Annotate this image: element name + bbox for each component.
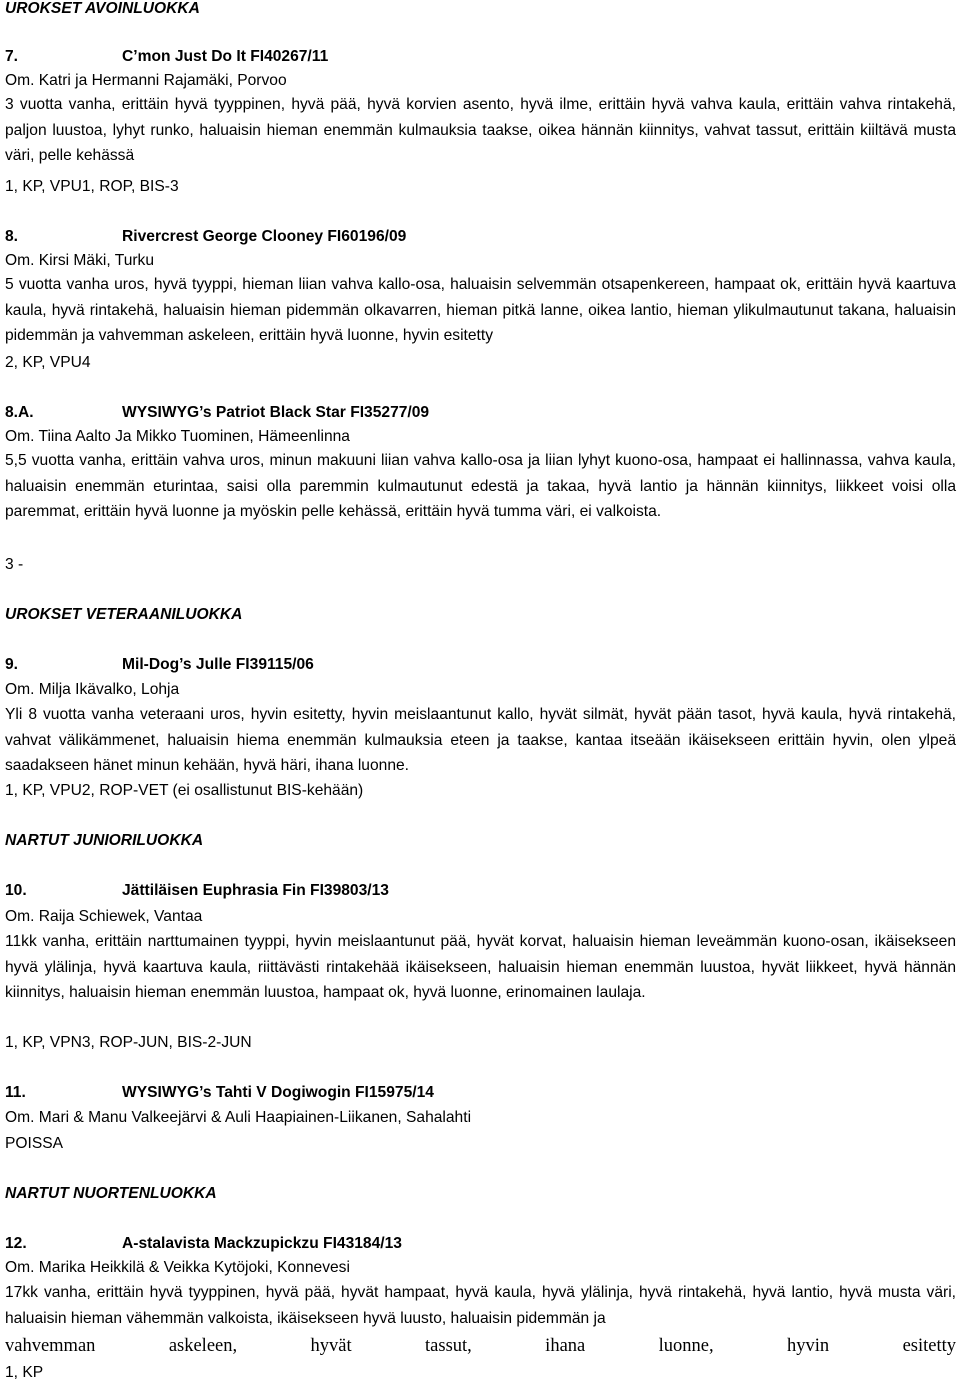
entry-result: POISSA (5, 1135, 64, 1152)
entry-critique: 5 vuotta vanha uros, hyvä tyyppi, hieman liian vahva kallo-osa, haluaisin selvemmän otsapenkereen, hampaat ok, erittäin hyvä kaartuva kaula, hyvä rintakehä, haluaisin hieman pidemmän olkavarren, hieman pitkä lanne, oikea lantio, hieman ylikulmautunut takana, haluaisin pidemmän ja vahvemman askeleen, erittäin hyvä luonne, hyvin esitetty (5, 276, 956, 344)
entry-name: Rivercrest George Clooney FI60196/09 (122, 228, 407, 245)
entry-heading (5, 882, 389, 900)
entry-heading (5, 48, 329, 66)
entry-result: 3 - (5, 556, 24, 573)
entry-owner: Om. Kirsi Mäki, Turku (5, 252, 155, 269)
entry-number: 11. (5, 1084, 26, 1101)
entry-name: Mil-Dog’s Julle FI39115/06 (122, 656, 314, 673)
entry-critique: 5,5 vuotta vanha, erittäin vahva uros, minun makuuni liian vahva kallo-osa ja liian lyhyt kuono-osa, hampaat ei hallinnassa, vahva kaula, haluaisin enemmän eturintaa, saisi olla paremmin kulmautunut edestä ja takaa, hyvä lantio ja hännän kiinnitys, liikkeet voisi olla paremmat, erittäin hyvä luonne ja myöskin pelle kehässä, erittäin hyvä tumma väri, ei valkoista. (5, 452, 956, 520)
entry-owner: Om. Tiina Aalto Ja Mikko Tuominen, Hämeenlinna (5, 428, 350, 445)
entry-heading (5, 1235, 402, 1253)
entry-number: 9. (5, 656, 19, 673)
entry-heading (5, 404, 430, 422)
entry-result: 1, KP, VPU2, ROP-VET (ei osallistunut BIS-kehään) (5, 782, 364, 799)
entry-result: 2, KP, VPU4 (5, 354, 91, 371)
section-heading: UROKSET AVOINLUOKKA (5, 0, 200, 17)
entry-result: 1, KP (5, 1364, 44, 1381)
entry-number: 8. (5, 228, 19, 245)
entry-result: 1, KP, VPU1, ROP, BIS-3 (5, 178, 179, 195)
entry-critique: 11kk vanha, erittäin narttumainen tyyppi, hyvin meislaantunut pää, hyvät korvat, haluaisin hieman leveämmän kuono-osan, ikäisekseen hyvä ylälinja, hyvä kaartuva kaula, riittävästi rintakehää ikäisekseen, haluaisin hieman enemmän luustoa, hyvät liikkeet, hyvä hännän kiinnitys, haluaisin hieman enemmän luustoa, hampaat ok, hyvä luonne, erinomainen laulaja. (5, 933, 956, 1001)
entry-name: Jättiläisen Euphrasia Fin FI39803/13 (122, 882, 389, 899)
section-heading: NARTUT JUNIORILUOKKA (5, 832, 204, 849)
entry-critique: 3 vuotta vanha, erittäin hyvä tyyppinen, hyvä pää, hyvä korvien asento, hyvä ilme, erittäin hyvä vahva kaula, erittäin vahva rintakehä, paljon luustoa, lyhyt runko, haluaisin hieman enemmän kulmauksia taakse, oikea hännän kiinnitys, vahvat tassut, erittäin kiiltävä musta väri, pelle kehässä (5, 96, 956, 164)
entry-owner: Om. Marika Heikkilä & Veikka Kytöjoki, Konnevesi (5, 1259, 350, 1276)
entry-owner: Om. Mari & Manu Valkeejärvi & Auli Haapiainen-Liikanen, Sahalahti (5, 1109, 472, 1126)
entry-critique-continued: vahvemman askeleen, hyvät tassut, ihana luonne, hyvin esitetty (5, 1336, 956, 1356)
entry-heading (5, 228, 407, 246)
entry-critique: Yli 8 vuotta vanha veteraani uros, hyvin esitetty, hyvin meislaantunut kallo, hyvät silmät, hyvät pään tasot, hyvä kaula, hyvä rintakehä, vahvat välikämmenet, haluaisin hiema enemmän kulmauksia eteen ja taakse, kantaa itseään ikäisekseen erittäin hyvin, olen ylpeä saadakseen hänet minun kehään, hyvä häri, ihana luonne. (5, 706, 956, 774)
entry-number: 7. (5, 48, 19, 65)
entry-number: 10. (5, 882, 27, 899)
section-heading: UROKSET VETERAANILUOKKA (5, 606, 243, 623)
entry-heading (5, 1084, 434, 1102)
entry-number: 8.A. (5, 404, 34, 421)
entry-name: C’mon Just Do It FI40267/11 (122, 48, 329, 65)
entry-critique: 17kk vanha, erittäin hyvä tyyppinen, hyvä pää, hyvät hampaat, hyvä kaula, hyvä ylälinja, hyvä rintakehä, hyvä lantio, hyvä musta väri, haluaisin hieman vähemmän valkoista, ikäisekseen hyvä luusto, haluaisin pidemmän ja (5, 1284, 956, 1327)
entry-owner: Om. Raija Schiewek, Vantaa (5, 908, 203, 925)
entry-result: 1, KP, VPN3, ROP-JUN, BIS-2-JUN (5, 1034, 252, 1051)
entry-number: 12. (5, 1235, 27, 1252)
entry-owner: Om. Katri ja Hermanni Rajamäki, Porvoo (5, 72, 287, 89)
section-heading: NARTUT NUORTENLUOKKA (5, 1185, 217, 1202)
entry-heading (5, 656, 314, 674)
entry-name: A-stalavista Mackzupickzu FI43184/13 (122, 1235, 402, 1252)
entry-owner: Om. Milja Ikävalko, Lohja (5, 681, 180, 698)
entry-name: WYSIWYG’s Tahti V Dogiwogin FI15975/14 (122, 1084, 434, 1101)
entry-name: WYSIWYG’s Patriot Black Star FI35277/09 (122, 404, 430, 421)
